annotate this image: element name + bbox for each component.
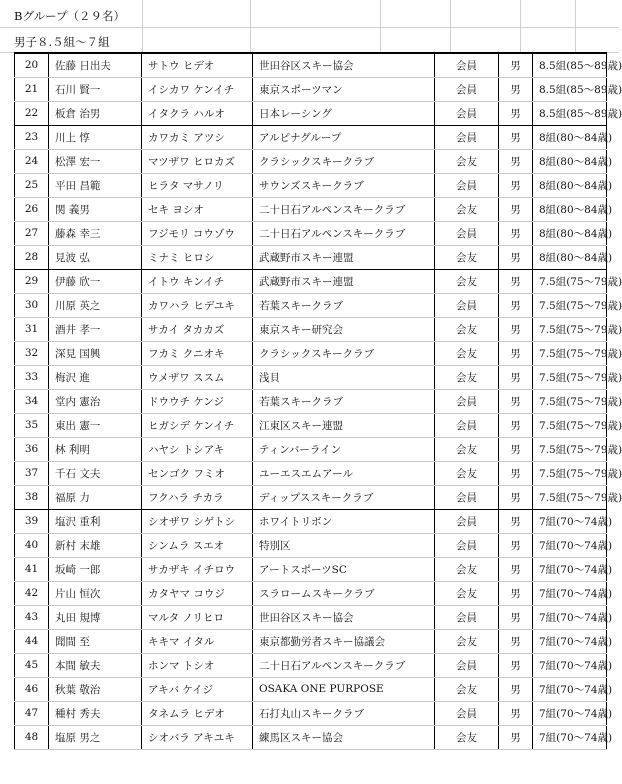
table-row — [15, 293, 607, 317]
cell-number[interactable]: 26 — [15, 197, 49, 221]
cell-sex[interactable]: 男 — [499, 533, 533, 557]
cell-sex[interactable]: 男 — [499, 413, 533, 437]
cell-kana[interactable]: フジモリ コウゾウ — [142, 221, 253, 245]
cell-sex[interactable]: 男 — [499, 221, 533, 245]
cell-sex[interactable]: 男 — [499, 317, 533, 341]
cell-kana[interactable]: シンムラ スエオ — [142, 533, 253, 557]
cell-name[interactable]: 松澤 宏一 — [49, 149, 142, 173]
table-row — [15, 125, 607, 149]
cell-sex[interactable]: 男 — [499, 53, 533, 77]
cell-name[interactable]: 伊藤 欣一 — [49, 269, 142, 293]
cell-club[interactable]: 二十日石アルペンスキークラブ — [253, 197, 435, 221]
table-row — [15, 221, 607, 245]
group-title: Bグループ（２９名） — [14, 9, 126, 23]
cell-name[interactable]: 堂内 憲治 — [49, 389, 142, 413]
cell-number[interactable]: 24 — [15, 149, 49, 173]
cell-club[interactable]: 東京都勤労者スキー協議会 — [253, 629, 435, 653]
cell-number[interactable]: 35 — [15, 413, 49, 437]
cell-sex[interactable]: 男 — [499, 509, 533, 533]
cell-kana[interactable]: マツザワ ヒロカズ — [142, 149, 253, 173]
cell-membership[interactable]: 会員 — [435, 101, 499, 125]
cell-sex[interactable]: 男 — [499, 293, 533, 317]
cell-number[interactable]: 42 — [15, 581, 49, 605]
cell-club[interactable]: ホワイトリボン — [253, 509, 435, 533]
cell-membership[interactable]: 会員 — [435, 293, 499, 317]
cell-sex[interactable]: 男 — [499, 653, 533, 677]
cell-name[interactable]: 梅沢 進 — [49, 365, 142, 389]
cell-club[interactable]: ディップススキークラブ — [253, 485, 435, 509]
cell-number[interactable]: 20 — [15, 53, 49, 77]
cell-membership[interactable]: 会員 — [435, 653, 499, 677]
cell-number[interactable]: 31 — [15, 317, 49, 341]
cell-sex[interactable]: 男 — [499, 605, 533, 629]
cell-sex[interactable]: 男 — [499, 701, 533, 725]
cell-club[interactable]: 武蔵野市スキー連盟 — [253, 269, 435, 293]
table-row — [15, 53, 607, 77]
cell-name[interactable]: 坂崎 一郎 — [49, 557, 142, 581]
cell-membership[interactable]: 会友 — [435, 581, 499, 605]
cell-number[interactable]: 46 — [15, 677, 49, 701]
cell-class[interactable]: 7組(70〜74歳) — [533, 509, 607, 533]
cell-name[interactable]: 聞間 至 — [49, 629, 142, 653]
cell-sex[interactable]: 男 — [499, 101, 533, 125]
cell-kana[interactable]: マルタ ノリヒロ — [142, 605, 253, 629]
table-row — [15, 149, 607, 173]
cell-kana[interactable]: イトウ キンイチ — [142, 269, 253, 293]
cell-class[interactable]: 7.5組(75〜79歳) — [533, 269, 607, 293]
cell-membership[interactable]: 会員 — [435, 173, 499, 197]
cell-sex[interactable]: 男 — [499, 197, 533, 221]
cell-kana[interactable]: サカイ タカカズ — [142, 317, 253, 341]
cell-name[interactable]: 千石 文夫 — [49, 461, 142, 485]
cell-name[interactable]: 種村 秀夫 — [49, 701, 142, 725]
cell-sex[interactable]: 男 — [499, 245, 533, 269]
cell-kana[interactable]: ミナミ ヒロシ — [142, 245, 253, 269]
cell-club[interactable]: サウンズスキークラブ — [253, 173, 435, 197]
table-row — [15, 629, 607, 653]
cell-membership[interactable]: 会友 — [435, 437, 499, 461]
cell-number[interactable]: 48 — [15, 725, 49, 749]
cell-membership[interactable]: 会員 — [435, 413, 499, 437]
cell-name[interactable]: 板倉 治男 — [49, 101, 142, 125]
cell-sex[interactable]: 男 — [499, 389, 533, 413]
cell-name[interactable]: 丸田 規博 — [49, 605, 142, 629]
cell-club[interactable]: 東京スキー研究会 — [253, 317, 435, 341]
cell-club[interactable]: アルピナグループ — [253, 125, 435, 149]
cell-class[interactable]: 7.5組(75〜79歳) — [533, 365, 607, 389]
cell-sex[interactable]: 男 — [499, 173, 533, 197]
cell-name[interactable]: 東出 憲一 — [49, 413, 142, 437]
cell-kana[interactable]: サトウ ヒデオ — [142, 53, 253, 77]
cell-kana[interactable]: フカミ クニオキ — [142, 341, 253, 365]
cell-name[interactable]: 平田 昌範 — [49, 173, 142, 197]
cell-membership[interactable]: 会友 — [435, 341, 499, 365]
cell-name[interactable]: 川上 惇 — [49, 125, 142, 149]
table-row — [15, 197, 607, 221]
cell-name[interactable]: 片山 恒次 — [49, 581, 142, 605]
cell-club[interactable]: ティンバーライン — [253, 437, 435, 461]
cell-membership[interactable]: 会友 — [435, 149, 499, 173]
table-row — [15, 533, 607, 557]
table-row — [15, 725, 607, 749]
cell-class[interactable]: 7.5組(75〜79歳) — [533, 293, 607, 317]
table-row — [15, 485, 607, 509]
cell-name[interactable]: 本間 敏夫 — [49, 653, 142, 677]
cell-class[interactable]: 7.5組(75〜79歳) — [533, 437, 607, 461]
header-row-group[interactable] — [0, 0, 618, 28]
cell-number[interactable]: 41 — [15, 557, 49, 581]
cell-class[interactable]: 8組(80〜84歳) — [533, 149, 607, 173]
cell-class[interactable]: 7.5組(75〜79歳) — [533, 389, 607, 413]
cell-number[interactable]: 44 — [15, 629, 49, 653]
cell-number[interactable]: 37 — [15, 461, 49, 485]
cell-club[interactable]: OSAKA ONE PURPOSE — [253, 677, 435, 701]
cell-club[interactable]: 特別区 — [253, 533, 435, 557]
cell-sex[interactable]: 男 — [499, 269, 533, 293]
cell-class[interactable]: 8.5組(85〜89歳) — [533, 53, 607, 77]
table-row — [15, 437, 607, 461]
cell-kana[interactable]: カワカミ アツシ — [142, 125, 253, 149]
cell-number[interactable]: 40 — [15, 533, 49, 557]
cell-name[interactable]: 塩原 男之 — [49, 725, 142, 749]
cell-club[interactable]: 二十日石アルペンスキークラブ — [253, 221, 435, 245]
cell-membership[interactable]: 会友 — [435, 725, 499, 749]
cell-sex[interactable]: 男 — [499, 557, 533, 581]
table-row — [15, 245, 607, 269]
subgroup-title: 男子８.５組〜７組 — [14, 35, 110, 49]
cell-class[interactable]: 7組(70〜74歳) — [533, 533, 607, 557]
table-row — [15, 653, 607, 677]
cell-membership[interactable]: 会員 — [435, 509, 499, 533]
cell-membership[interactable]: 会員 — [435, 221, 499, 245]
cell-name[interactable]: 福原 力 — [49, 485, 142, 509]
cell-sex[interactable]: 男 — [499, 677, 533, 701]
cell-number[interactable]: 21 — [15, 77, 49, 101]
cell-class[interactable]: 7組(70〜74歳) — [533, 677, 607, 701]
cell-kana[interactable]: カワハラ ヒデユキ — [142, 293, 253, 317]
cell-number[interactable]: 30 — [15, 293, 49, 317]
cell-class[interactable]: 7組(70〜74歳) — [533, 701, 607, 725]
cell-sex[interactable]: 男 — [499, 437, 533, 461]
cell-number[interactable]: 22 — [15, 101, 49, 125]
cell-class[interactable]: 8.5組(85〜89歳) — [533, 77, 607, 101]
cell-membership[interactable]: 会友 — [435, 629, 499, 653]
cell-number[interactable]: 33 — [15, 365, 49, 389]
cell-number[interactable]: 34 — [15, 389, 49, 413]
cell-name[interactable]: 酒井 孝一 — [49, 317, 142, 341]
cell-club[interactable]: 若葉スキークラブ — [253, 293, 435, 317]
cell-name[interactable]: 関 義男 — [49, 197, 142, 221]
table-row — [15, 581, 607, 605]
cell-club[interactable]: 世田谷区スキー協会 — [253, 605, 435, 629]
cell-club[interactable]: 石打丸山スキークラブ — [253, 701, 435, 725]
cell-kana[interactable]: ドウウチ ケンジ — [142, 389, 253, 413]
cell-class[interactable]: 7.5組(75〜79歳) — [533, 461, 607, 485]
cell-sex[interactable]: 男 — [499, 629, 533, 653]
cell-club[interactable]: ユーエスエムアール — [253, 461, 435, 485]
cell-club[interactable]: クラシックスキークラブ — [253, 341, 435, 365]
cell-kana[interactable]: フクハラ チカラ — [142, 485, 253, 509]
cell-number[interactable]: 38 — [15, 485, 49, 509]
cell-club[interactable]: クラシックスキークラブ — [253, 149, 435, 173]
cell-club[interactable]: 練馬区スキー協会 — [253, 725, 435, 749]
cell-membership[interactable]: 会友 — [435, 365, 499, 389]
cell-number[interactable]: 27 — [15, 221, 49, 245]
roster-table — [14, 52, 622, 750]
table-row — [15, 77, 607, 101]
cell-sex[interactable]: 男 — [499, 365, 533, 389]
cell-number[interactable]: 23 — [15, 125, 49, 149]
table-row — [15, 365, 607, 389]
table-row — [15, 173, 607, 197]
cell-kana[interactable]: ハヤシ トシアキ — [142, 437, 253, 461]
cell-kana[interactable]: ヒラタ マサノリ — [142, 173, 253, 197]
table-row — [15, 605, 607, 629]
table-row — [15, 317, 607, 341]
cell-name[interactable]: 塩沢 重利 — [49, 509, 142, 533]
cell-number[interactable]: 43 — [15, 605, 49, 629]
cell-number[interactable]: 45 — [15, 653, 49, 677]
table-row — [15, 101, 607, 125]
cell-class[interactable]: 7組(70〜74歳) — [533, 605, 607, 629]
cell-kana[interactable]: ウメザワ ススム — [142, 365, 253, 389]
cell-name[interactable]: 石川 賢一 — [49, 77, 142, 101]
cell-name[interactable]: 見波 弘 — [49, 245, 142, 269]
cell-club[interactable]: アートスポーツSC — [253, 557, 435, 581]
cell-club[interactable]: 武蔵野市スキー連盟 — [253, 245, 435, 269]
cell-club[interactable]: スラロームスキークラブ — [253, 581, 435, 605]
cell-class[interactable]: 8組(80〜84歳) — [533, 221, 607, 245]
cell-number[interactable]: 25 — [15, 173, 49, 197]
cell-membership[interactable]: 会友 — [435, 197, 499, 221]
cell-kana[interactable]: センゴク フミオ — [142, 461, 253, 485]
cell-kana[interactable]: キキマ イタル — [142, 629, 253, 653]
cell-membership[interactable]: 会員 — [435, 77, 499, 101]
cell-kana[interactable]: イシカワ ケンイチ — [142, 77, 253, 101]
table-row — [15, 269, 607, 293]
cell-number[interactable]: 28 — [15, 245, 49, 269]
cell-name[interactable]: 藤森 幸三 — [49, 221, 142, 245]
cell-sex[interactable]: 男 — [499, 125, 533, 149]
cell-kana[interactable]: シオバラ アキユキ — [142, 725, 253, 749]
cell-name[interactable]: 川原 英之 — [49, 293, 142, 317]
cell-kana[interactable]: ヒガシデ ケンイチ — [142, 413, 253, 437]
header-row-subgroup[interactable] — [0, 28, 618, 53]
cell-kana[interactable]: カタヤマ コウジ — [142, 581, 253, 605]
table-row — [15, 701, 607, 725]
cell-class[interactable]: 8組(80〜84歳) — [533, 245, 607, 269]
cell-class[interactable]: 8組(80〜84歳) — [533, 197, 607, 221]
cell-membership[interactable]: 会員 — [435, 125, 499, 149]
cell-kana[interactable]: イタクラ ハルオ — [142, 101, 253, 125]
cell-sex[interactable]: 男 — [499, 77, 533, 101]
cell-membership[interactable]: 会員 — [435, 53, 499, 77]
cell-class[interactable]: 7組(70〜74歳) — [533, 725, 607, 749]
cell-name[interactable]: 秋葉 敬治 — [49, 677, 142, 701]
table-row — [15, 557, 607, 581]
cell-number[interactable]: 36 — [15, 437, 49, 461]
cell-class[interactable]: 7組(70〜74歳) — [533, 629, 607, 653]
cell-class[interactable]: 7.5組(75〜79歳) — [533, 485, 607, 509]
cell-club[interactable]: 日本レーシング — [253, 101, 435, 125]
cell-sex[interactable]: 男 — [499, 581, 533, 605]
cell-sex[interactable]: 男 — [499, 149, 533, 173]
cell-club[interactable]: 浅貝 — [253, 365, 435, 389]
cell-number[interactable]: 29 — [15, 269, 49, 293]
cell-class[interactable]: 7.5組(75〜79歳) — [533, 341, 607, 365]
cell-name[interactable]: 林 利明 — [49, 437, 142, 461]
cell-membership[interactable]: 会員 — [435, 389, 499, 413]
cell-kana[interactable]: ホンマ トシオ — [142, 653, 253, 677]
cell-name[interactable]: 深見 国興 — [49, 341, 142, 365]
cell-class[interactable]: 7組(70〜74歳) — [533, 581, 607, 605]
cell-membership[interactable]: 会友 — [435, 245, 499, 269]
cell-class[interactable]: 7組(70〜74歳) — [533, 557, 607, 581]
cell-class[interactable]: 8組(80〜84歳) — [533, 173, 607, 197]
cell-club[interactable]: 若葉スキークラブ — [253, 389, 435, 413]
cell-class[interactable]: 7.5組(75〜79歳) — [533, 413, 607, 437]
table-row — [15, 341, 607, 365]
cell-kana[interactable]: サカザキ イチロウ — [142, 557, 253, 581]
cell-kana[interactable]: シオザワ シゲトシ — [142, 509, 253, 533]
cell-membership[interactable]: 会友 — [435, 317, 499, 341]
cell-membership[interactable]: 会員 — [435, 533, 499, 557]
cell-membership[interactable]: 会友 — [435, 461, 499, 485]
cell-club[interactable]: 江東区スキー連盟 — [253, 413, 435, 437]
cell-sex[interactable]: 男 — [499, 725, 533, 749]
cell-membership[interactable]: 会友 — [435, 677, 499, 701]
cell-sex[interactable]: 男 — [499, 341, 533, 365]
table-row — [15, 413, 607, 437]
table-row — [15, 461, 607, 485]
table-row — [15, 677, 607, 701]
cell-number[interactable]: 47 — [15, 701, 49, 725]
cell-club[interactable]: 東京スポーツマン — [253, 77, 435, 101]
cell-class[interactable]: 8.5組(85〜89歳) — [533, 101, 607, 125]
cell-sex[interactable]: 男 — [499, 461, 533, 485]
cell-number[interactable]: 32 — [15, 341, 49, 365]
cell-number[interactable]: 39 — [15, 509, 49, 533]
table-row — [15, 509, 607, 533]
cell-name[interactable]: 佐藤 日出夫 — [49, 53, 142, 77]
cell-class[interactable]: 7.5組(75〜79歳) — [533, 317, 607, 341]
cell-membership[interactable]: 会友 — [435, 269, 499, 293]
cell-kana[interactable]: タネムラ ヒデオ — [142, 701, 253, 725]
cell-membership[interactable]: 会員 — [435, 605, 499, 629]
cell-club[interactable]: 二十日石アルペンスキークラブ — [253, 653, 435, 677]
cell-name[interactable]: 新村 末雄 — [49, 533, 142, 557]
cell-class[interactable]: 8組(80〜84歳) — [533, 125, 607, 149]
cell-membership[interactable]: 会員 — [435, 485, 499, 509]
cell-sex[interactable]: 男 — [499, 485, 533, 509]
cell-membership[interactable]: 会員 — [435, 701, 499, 725]
cell-membership[interactable]: 会友 — [435, 557, 499, 581]
table-row — [15, 389, 607, 413]
cell-kana[interactable]: アキバ ケイジ — [142, 677, 253, 701]
cell-kana[interactable]: セキ ヨシオ — [142, 197, 253, 221]
cell-class[interactable]: 7組(70〜74歳) — [533, 653, 607, 677]
cell-club[interactable]: 世田谷区スキー協会 — [253, 53, 435, 77]
